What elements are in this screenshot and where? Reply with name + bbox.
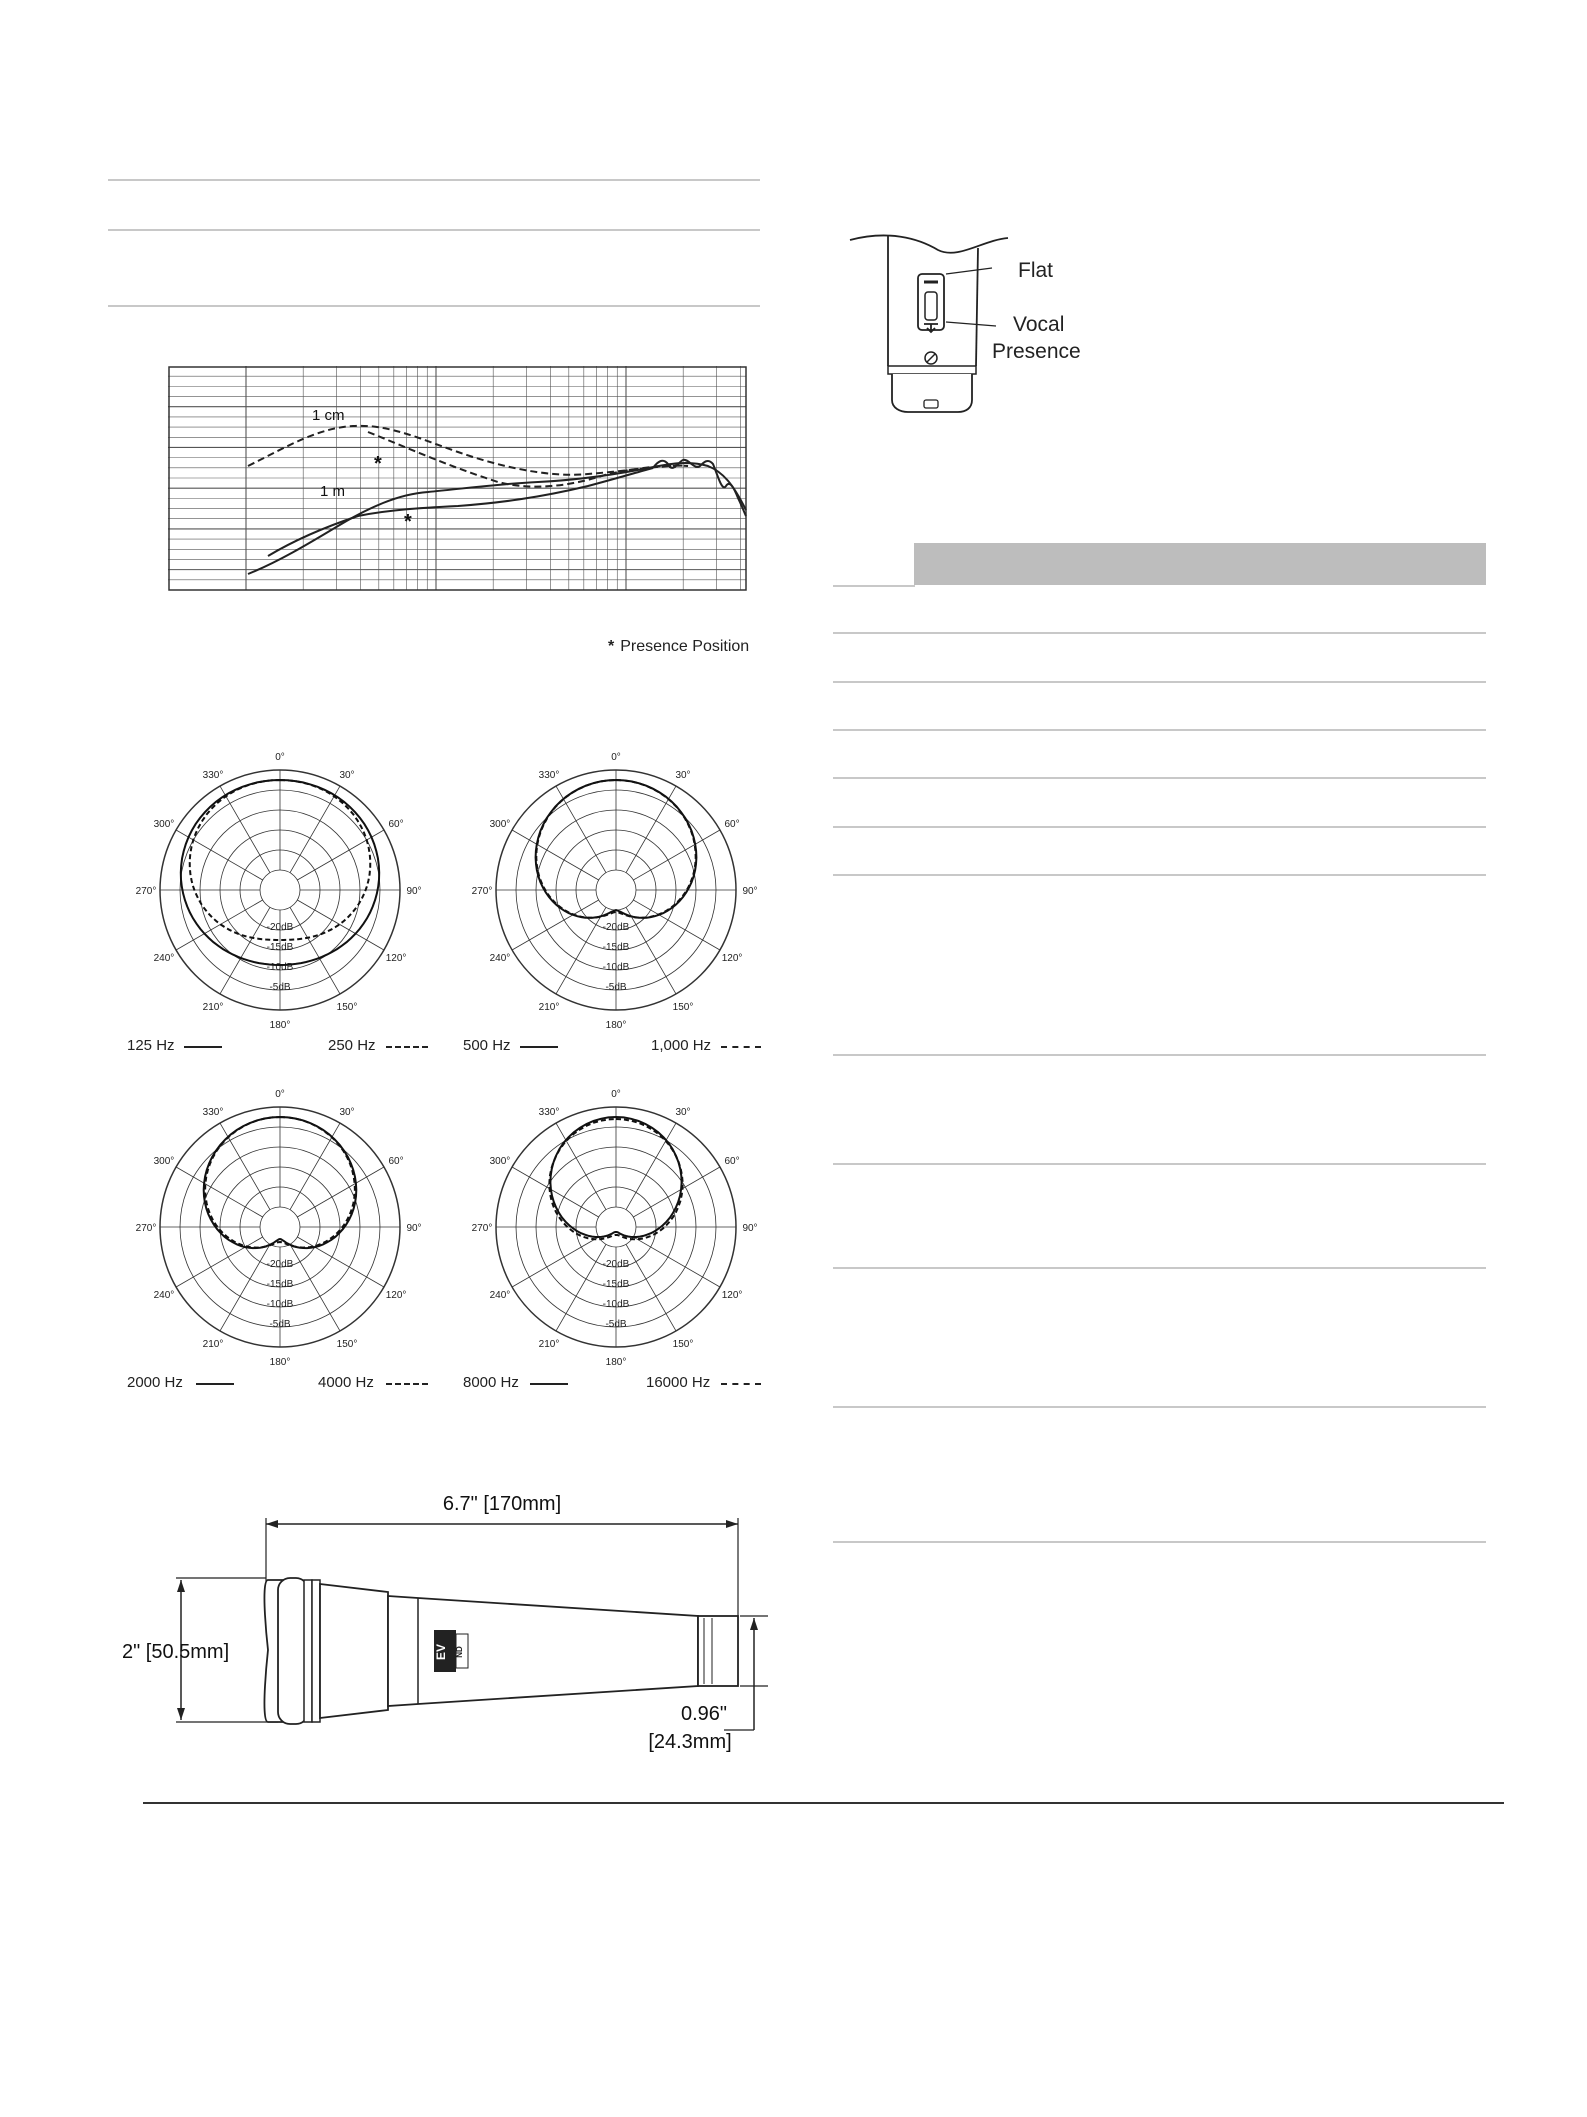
left-rule-2 bbox=[108, 229, 760, 231]
polar-angle-label: 90° bbox=[406, 1223, 422, 1234]
polar-plot bbox=[472, 1089, 758, 1368]
spec-rule-0 bbox=[833, 585, 915, 587]
polar-angle-label: 180° bbox=[605, 1020, 627, 1031]
polar-angle-label: 330° bbox=[202, 1106, 224, 1118]
tail-slot bbox=[924, 400, 938, 408]
head-diameter-label: 2" [50.5mm] bbox=[122, 1641, 230, 1663]
head-arrow-top bbox=[177, 1580, 185, 1592]
polar-angle-label: 240° bbox=[489, 953, 511, 964]
polar-angle-label: 300° bbox=[489, 1156, 511, 1167]
left-rule-1 bbox=[108, 179, 760, 181]
polar-db-label: -15dB bbox=[266, 942, 294, 953]
tail-arrow-top bbox=[750, 1618, 758, 1630]
fr-1m-label: 1 m bbox=[320, 483, 346, 500]
solid-line-legend bbox=[520, 1046, 558, 1048]
polar-label-1000hz: 1,000 Hz bbox=[651, 1037, 712, 1054]
polar-angle-label: 120° bbox=[721, 953, 743, 964]
polar-db-label: -5dB bbox=[605, 982, 627, 993]
polar-db-label: -15dB bbox=[602, 942, 630, 953]
polar-angle-label: 240° bbox=[153, 1290, 175, 1301]
spec-rule-1 bbox=[833, 632, 1486, 634]
polar-angle-label: 300° bbox=[489, 819, 511, 830]
switch-toggle bbox=[925, 292, 937, 320]
polar-angle-label: 120° bbox=[385, 1290, 407, 1301]
grille-ring-1 bbox=[304, 1580, 312, 1722]
spec-rule-5 bbox=[833, 826, 1486, 828]
tail-diameter-label-1: 0.96" bbox=[680, 1703, 728, 1725]
polar-db-label: -10dB bbox=[266, 1299, 294, 1310]
polar-db-label: -15dB bbox=[602, 1279, 630, 1290]
polar-angle-label: 270° bbox=[471, 886, 493, 897]
solid-line-legend bbox=[196, 1383, 234, 1385]
left-rule-3 bbox=[108, 305, 760, 307]
spec-table-header bbox=[914, 543, 1486, 585]
polar-angle-label: 150° bbox=[672, 1002, 694, 1014]
fr-presence-marker-upper: * bbox=[374, 453, 382, 475]
dashed-line-legend bbox=[386, 1046, 428, 1048]
fr-1m-presence-curve bbox=[268, 468, 653, 556]
length-arrow-right bbox=[726, 1520, 738, 1528]
polar-plot bbox=[472, 752, 758, 1031]
presence-legend bbox=[608, 638, 749, 656]
vocal-label: Vocal bbox=[1013, 313, 1065, 336]
flat-callout-line bbox=[946, 268, 992, 274]
spec-rule-10 bbox=[833, 1406, 1486, 1408]
polar-angle-label: 270° bbox=[135, 886, 157, 897]
polar-angle-label: 0° bbox=[611, 1089, 621, 1100]
polar-angle-label: 60° bbox=[388, 819, 404, 830]
polar-angle-label: 180° bbox=[605, 1357, 627, 1368]
polar-container bbox=[136, 752, 758, 1368]
presence-label: Presence bbox=[992, 340, 1081, 363]
fr-grid bbox=[168, 366, 746, 590]
spec-rule-4 bbox=[833, 777, 1486, 779]
polar-angle-label: 0° bbox=[275, 1089, 285, 1100]
spec-rule-9 bbox=[833, 1267, 1486, 1269]
polar-db-label: -10dB bbox=[602, 962, 630, 973]
spec-rule-2 bbox=[833, 681, 1486, 683]
polar-angle-label: 210° bbox=[202, 1339, 224, 1351]
spec-rule-8 bbox=[833, 1163, 1486, 1165]
polar-angle-label: 150° bbox=[672, 1339, 694, 1351]
polar-ring bbox=[596, 1207, 636, 1247]
polar-angle-label: 300° bbox=[153, 819, 175, 830]
polar-angle-label: 90° bbox=[742, 886, 758, 897]
handle-right-edge bbox=[976, 248, 978, 366]
polar-angle-label: 60° bbox=[724, 819, 740, 830]
polar-angle-label: 270° bbox=[135, 1223, 157, 1234]
polar-db-label: -10dB bbox=[266, 962, 294, 973]
head-arrow-bottom bbox=[177, 1708, 185, 1720]
polar-angle-label: 210° bbox=[538, 1002, 560, 1014]
dashed-line-legend bbox=[721, 1046, 761, 1048]
polar-angle-label: 30° bbox=[339, 1106, 355, 1118]
polar-angle-label: 0° bbox=[611, 752, 621, 763]
ev-badge-logo: EV bbox=[434, 1643, 448, 1661]
polar-db-label: -5dB bbox=[269, 982, 291, 993]
fr-1cm-flat-curve bbox=[248, 426, 688, 475]
polar-angle-label: 60° bbox=[724, 1156, 740, 1167]
polar-angle-label: 150° bbox=[336, 1002, 358, 1014]
switch-illustration bbox=[848, 230, 1128, 430]
spec-rule-11 bbox=[833, 1541, 1486, 1543]
model-badge-text: ND bbox=[455, 1646, 464, 1658]
polar-angle-label: 330° bbox=[538, 1106, 560, 1118]
polar-angle-label: 180° bbox=[269, 1020, 291, 1031]
polar-angle-label: 150° bbox=[336, 1339, 358, 1351]
presence-legend-label: Presence Position bbox=[620, 638, 750, 655]
polar-patterns bbox=[118, 740, 768, 1395]
polar-label-2000hz: 2000 Hz bbox=[127, 1374, 183, 1391]
polar-label-4000hz: 4000 Hz bbox=[318, 1374, 374, 1391]
solid-line-legend bbox=[184, 1046, 222, 1048]
polar-angle-label: 210° bbox=[538, 1339, 560, 1351]
polar-db-label: -20dB bbox=[602, 1259, 630, 1270]
polar-angle-label: 270° bbox=[471, 1223, 493, 1234]
polar-label-125hz: 125 Hz bbox=[127, 1037, 175, 1054]
spec-rule-7 bbox=[833, 1054, 1486, 1056]
solid-line-legend bbox=[530, 1383, 568, 1385]
polar-angle-label: 30° bbox=[339, 769, 355, 781]
polar-ring bbox=[596, 870, 636, 910]
polar-plot bbox=[136, 1089, 422, 1368]
dashed-line-legend bbox=[721, 1383, 761, 1385]
polar-angle-label: 240° bbox=[153, 953, 175, 964]
length-label: 6.7" [170mm] bbox=[442, 1493, 562, 1515]
polar-plot bbox=[136, 752, 422, 1031]
frequency-response-chart bbox=[168, 366, 748, 596]
presence-callout-line bbox=[946, 322, 996, 326]
polar-angle-label: 90° bbox=[406, 886, 422, 897]
polar-angle-label: 30° bbox=[675, 1106, 691, 1118]
polar-db-label: -5dB bbox=[605, 1319, 627, 1330]
polar-angle-label: 30° bbox=[675, 769, 691, 781]
polar-angle-label: 0° bbox=[275, 752, 285, 763]
polar-db-label: -10dB bbox=[602, 1299, 630, 1310]
fr-1cm-presence-curve bbox=[368, 432, 688, 487]
polar-ring bbox=[260, 870, 300, 910]
spec-rule-6 bbox=[833, 874, 1486, 876]
footer-rule bbox=[143, 1802, 1504, 1804]
polar-angle-label: 90° bbox=[742, 1223, 758, 1234]
polar-angle-label: 330° bbox=[202, 769, 224, 781]
fr-presence-marker-lower: * bbox=[404, 511, 412, 533]
polar-angle-label: 180° bbox=[269, 1357, 291, 1368]
polar-angle-label: 300° bbox=[153, 1156, 175, 1167]
dimension-drawing bbox=[118, 1480, 778, 1770]
polar-angle-label: 210° bbox=[202, 1002, 224, 1014]
polar-angle-label: 120° bbox=[721, 1290, 743, 1301]
grille-ring-2 bbox=[312, 1580, 320, 1722]
polar-angle-label: 60° bbox=[388, 1156, 404, 1167]
handle-band bbox=[888, 366, 976, 374]
spec-rule-3 bbox=[833, 729, 1486, 731]
polar-db-label: -20dB bbox=[266, 1259, 294, 1270]
polar-db-label: -5dB bbox=[269, 1319, 291, 1330]
polar-label-16000hz: 16000 Hz bbox=[646, 1374, 711, 1391]
length-arrow-left bbox=[266, 1520, 278, 1528]
tail-diameter-label-2: [24.3mm] bbox=[648, 1731, 732, 1753]
polar-angle-label: 120° bbox=[385, 953, 407, 964]
polar-label-8000hz: 8000 Hz bbox=[463, 1374, 519, 1391]
fr-frame bbox=[169, 367, 746, 590]
polar-label-250hz: 250 Hz bbox=[328, 1037, 376, 1054]
presence-legend-star: * bbox=[608, 638, 615, 655]
polar-db-label: -15dB bbox=[266, 1279, 294, 1290]
polar-db-label: -20dB bbox=[266, 922, 294, 933]
fr-1cm-label: 1 cm bbox=[312, 407, 345, 424]
microphone-neck bbox=[320, 1584, 388, 1718]
polar-angle-label: 330° bbox=[538, 769, 560, 781]
polar-db-label: -20dB bbox=[602, 922, 630, 933]
handle-outline bbox=[850, 235, 1008, 252]
polar-angle-label: 240° bbox=[489, 1290, 511, 1301]
polar-label-500hz: 500 Hz bbox=[463, 1037, 511, 1054]
flat-label: Flat bbox=[1018, 259, 1054, 282]
dashed-line-legend bbox=[386, 1383, 428, 1385]
